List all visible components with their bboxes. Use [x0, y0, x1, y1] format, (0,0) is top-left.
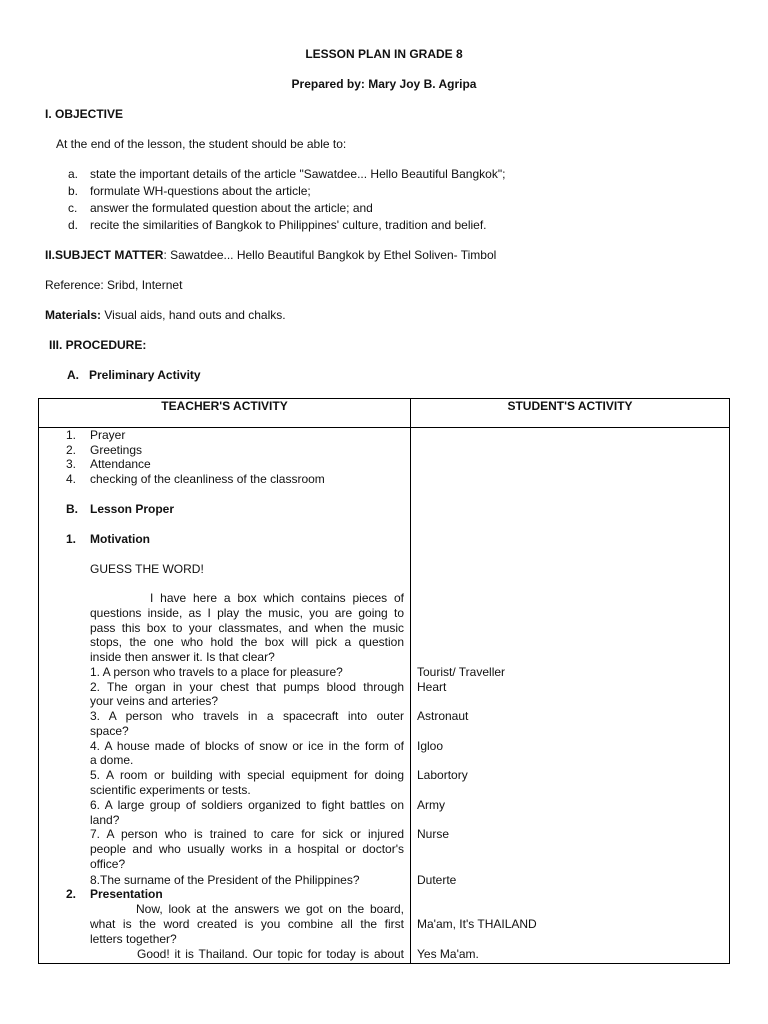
objective-item-marker: b.: [68, 184, 79, 198]
materials: [45, 308, 286, 323]
objective-item: [68, 218, 487, 233]
student-answer: Tourist/ Traveller: [417, 665, 506, 679]
presentation-line: Now, look at the answers we got on the board,: [136, 902, 404, 916]
table-column-divider: [410, 399, 411, 963]
materials-text: Visual aids, hand outs and chalks.: [101, 308, 286, 322]
objective-item-text: answer the formulated question about the article; and: [90, 201, 373, 215]
student-answer: Duterte: [417, 873, 457, 887]
instruction-line: stops, the one who hold the box will pick a question: [90, 635, 404, 649]
list-number: 2.: [66, 443, 77, 457]
guess-the-word-title: GUESS THE WORD!: [90, 562, 204, 576]
preliminary-activity-heading: A. Preliminary Activity: [67, 368, 201, 382]
question-line: land?: [90, 813, 120, 827]
instruction-line: I have here a box which contains pieces of: [150, 591, 404, 605]
instruction-line: inside then answer it. Is that clear?: [90, 650, 275, 664]
subject-matter-label: II.SUBJECT MATTER: [45, 248, 164, 262]
list-number: 1.: [66, 428, 77, 442]
question-line: 7. A person who is trained to care for sick or injured: [90, 827, 404, 841]
question-line: 3. A person who travels in a spacecraft into outer: [90, 709, 404, 723]
student-answer: Yes Ma'am.: [417, 947, 479, 961]
student-answer: Igloo: [417, 739, 444, 753]
subject-matter: [45, 248, 496, 263]
student-answer: Nurse: [417, 827, 450, 841]
objective-heading: I. OBJECTIVE: [45, 107, 124, 121]
question-line: your veins and arteries?: [90, 694, 219, 708]
presentation-line: letters together?: [90, 932, 177, 946]
section-marker: 1.: [66, 532, 77, 546]
student-answer: Heart: [417, 680, 447, 694]
presentation-line: what is the word created is you combine all the first: [90, 917, 404, 931]
presentation-line: Good! it is Thailand. Our topic for today is about: [137, 947, 404, 961]
objective-item-text: recite the similarities of Bangkok to Philippines' culture, tradition and belief.: [90, 218, 487, 232]
objective-item-marker: a.: [68, 167, 79, 181]
question-line: people and who usually works in a hospital or doctor's: [90, 842, 404, 856]
presentation-heading: Presentation: [90, 887, 163, 901]
objective-item-marker: c.: [68, 201, 78, 215]
activity-table: [38, 398, 730, 964]
question-line: 1. A person who travels to a place for pleasure?: [90, 665, 343, 679]
list-item: Attendance: [90, 457, 151, 471]
list-number: 3.: [66, 457, 77, 471]
question-line: space?: [90, 724, 129, 738]
question-line: office?: [90, 857, 126, 871]
motivation-heading: Motivation: [90, 532, 150, 546]
student-answer: Ma'am, It's THAILAND: [417, 917, 537, 931]
objective-item-text: state the important details of the article "Sawatdee... Hello Beautiful Bangkok";: [90, 167, 506, 181]
question-line: scientific experiments or tests.: [90, 783, 251, 797]
reference: Reference: Sribd, Internet: [45, 278, 183, 292]
objective-item: [68, 167, 505, 182]
subject-matter-text: : Sawatdee... Hello Beautiful Bangkok by Ethel Soliven- Timbol: [163, 248, 497, 262]
student-activity-header: STUDENT'S ACTIVITY: [507, 399, 633, 413]
list-item: Greetings: [90, 443, 143, 457]
objective-intro: At the end of the lesson, the student should be able to:: [56, 137, 347, 151]
objective-item: [68, 184, 311, 199]
student-answer: Labortory: [417, 768, 468, 782]
section-marker: 2.: [66, 887, 77, 901]
list-number: 4.: [66, 472, 77, 486]
question-line: 4. A house made of blocks of snow or ice in the form of: [90, 739, 404, 753]
student-answer: Army: [417, 798, 445, 812]
list-item: Prayer: [90, 428, 126, 442]
objective-item-marker: d.: [68, 218, 79, 232]
list-item: checking of the cleanliness of the classroom: [90, 472, 325, 486]
question-line: 6. A large group of soldiers organized to fight battles on: [90, 798, 404, 812]
instruction-line: pass this box to your classmates, and when the music: [90, 621, 404, 635]
question-line: a dome.: [90, 753, 134, 767]
prepared-by: Prepared by: Mary Joy B. Agripa: [291, 77, 477, 91]
instruction-line: questions inside, as I play the music, you are going to: [90, 606, 404, 620]
materials-label: Materials:: [45, 308, 102, 322]
teacher-activity-header: TEACHER'S ACTIVITY: [161, 399, 288, 413]
question-line: 5. A room or building with special equipment for doing: [90, 768, 404, 782]
lesson-proper-heading: Lesson Proper: [90, 502, 175, 516]
student-answer: Astronaut: [417, 709, 469, 723]
procedure-heading: III. PROCEDURE:: [49, 338, 147, 352]
objective-item: [68, 201, 373, 216]
question-line: 8.The surname of the President of the Philippines?: [90, 873, 360, 887]
objective-item-text: formulate WH-questions about the article;: [90, 184, 311, 198]
question-line: 2. The organ in your chest that pumps blood through: [90, 680, 404, 694]
document-title: LESSON PLAN IN GRADE 8: [305, 47, 463, 61]
table-header-divider: [39, 427, 729, 428]
section-marker: B.: [66, 502, 78, 516]
